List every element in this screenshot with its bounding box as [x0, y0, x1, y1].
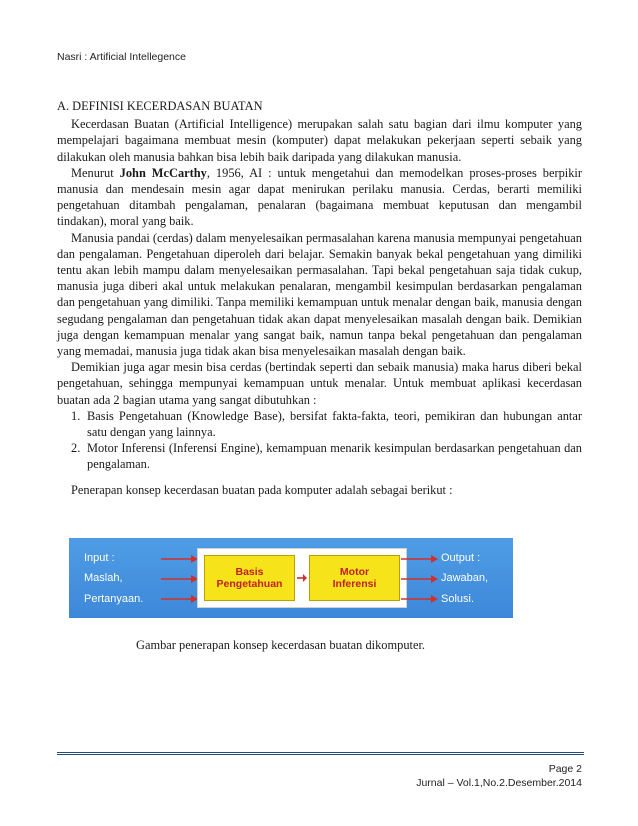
- ai-concept-diagram: [69, 538, 513, 618]
- box1-line2: Pengetahuan: [216, 578, 283, 590]
- list-item: [57, 440, 582, 472]
- internal-arrow: [296, 572, 308, 584]
- output-item-solution: Solusi.: [441, 593, 475, 605]
- output-arrows: [399, 551, 439, 606]
- output-label: Output :: [441, 552, 481, 564]
- input-item-problem: Maslah,: [84, 572, 123, 584]
- document-body: [57, 98, 582, 498]
- list-number: 1.: [71, 408, 81, 423]
- paragraph-mccarthy: [57, 165, 582, 230]
- inference-engine-box: [309, 555, 400, 601]
- components-list: [57, 408, 582, 473]
- knowledge-base-box: [204, 555, 295, 601]
- input-item-question: Pertanyaan.: [84, 593, 144, 605]
- input-label: Input :: [84, 552, 115, 564]
- section-heading: A. DEFINISI KECERDASAN BUATAN: [57, 99, 263, 113]
- footer-divider: [57, 752, 584, 755]
- input-arrows: [159, 551, 199, 606]
- paragraph-figure-intro: Penerapan konsep kecerdasan buatan pada komputer adalah sebagai berikut :: [71, 482, 453, 497]
- list-text: Basis Pengetahuan (Knowledge Base), bersifat fakta-fakta, teori, pemikiran dan hubungan antar satu dengan yang lainnya.: [87, 408, 582, 440]
- list-number: 2.: [71, 441, 81, 456]
- list-item: [57, 408, 582, 440]
- output-item-answer: Jawaban,: [441, 572, 489, 584]
- figure-caption: Gambar penerapan konsep kecerdasan buatan dikomputer.: [136, 638, 426, 652]
- running-header: Nasri : Artificial Intellegence: [57, 51, 186, 63]
- journal-citation: Jurnal – Vol.1,No.2.Desember.2014: [416, 777, 582, 789]
- processing-frame: [197, 548, 407, 608]
- box2-line2: Inferensi: [332, 578, 377, 590]
- box2-line1: Motor: [339, 566, 370, 578]
- paragraph-definition: Kecerdasan Buatan (Artificial Intelligence) merupakan salah satu bagian dari ilmu komputer yang mempelajari bagaimana membuat mesin (komputer) dapat melakukan pekerjaan seperti sebaik yang dilakukan oleh manusia bahkan bisa lebih baik daripada yang dilakukan manusia.: [57, 117, 582, 164]
- list-text: Motor Inferensi (Inferensi Engine), kemampuan menarik kesimpulan berdasarkan pengetahuan dan pengalaman.: [87, 441, 582, 472]
- author-name: John McCarthy: [119, 165, 207, 180]
- para2-rest: , 1956, AI : untuk mengetahui dan memodelkan proses-proses berpikir manusia dan mendesain mesin agar dapat menirukan perilaku manusia. Cerdas, berarti memiliki pengetahuan ditambah pengalaman, penalaran (bagaimana membuat keputusan dan mengambil tindakan), moral yang baik.: [57, 165, 582, 229]
- box1-line1: Basis: [235, 566, 264, 578]
- paragraph-human-intelligence: Manusia pandai (cerdas) dalam menyelesaikan permasalahan karena manusia mempunyai pengetahuan dan pengalaman. Pengetahuan diperoleh dari belajar. Semakin banyak bekal pengetahuan yang dimiliki tentu akan lebih mampu dalam menyelesaikan permasalahan. Tapi bekal pengetahuan saja tidak cukup, manusia juga diberi akal untuk melakukan penalaran, mengambil kesimpulan berdasarkan pengalaman dan pengetahuan yang dimiliki. Tanpa memiliki kemampuan untuk menalar dengan baik, manusia dengan segudang pengalaman dan pengetahuan tidak akan dapat menyelesaikan masalah dengan baik. Demikian juga dengan kemampuan menalar yang sangat baik, namun tanpa bekal pengetahuan dan pengalaman yang memadai, manusia juga tidak akan bisa menyelesaikan masalah dengan baik.: [57, 230, 582, 359]
- para2-lead: Menurut: [71, 165, 120, 180]
- page-number: Page 2: [548, 763, 582, 775]
- paragraph-machine-intelligence: Demikian juga agar mesin bisa cerdas (bertindak seperti dan sebaik manusia) maka harus diberi bekal pengetahuan, sehingga mempunyai kemampuan untuk menalar. Untuk membuat aplikasi kecerdasan buatan ada 2 bagian utama yang sangat dibutuhkan :: [57, 360, 582, 407]
